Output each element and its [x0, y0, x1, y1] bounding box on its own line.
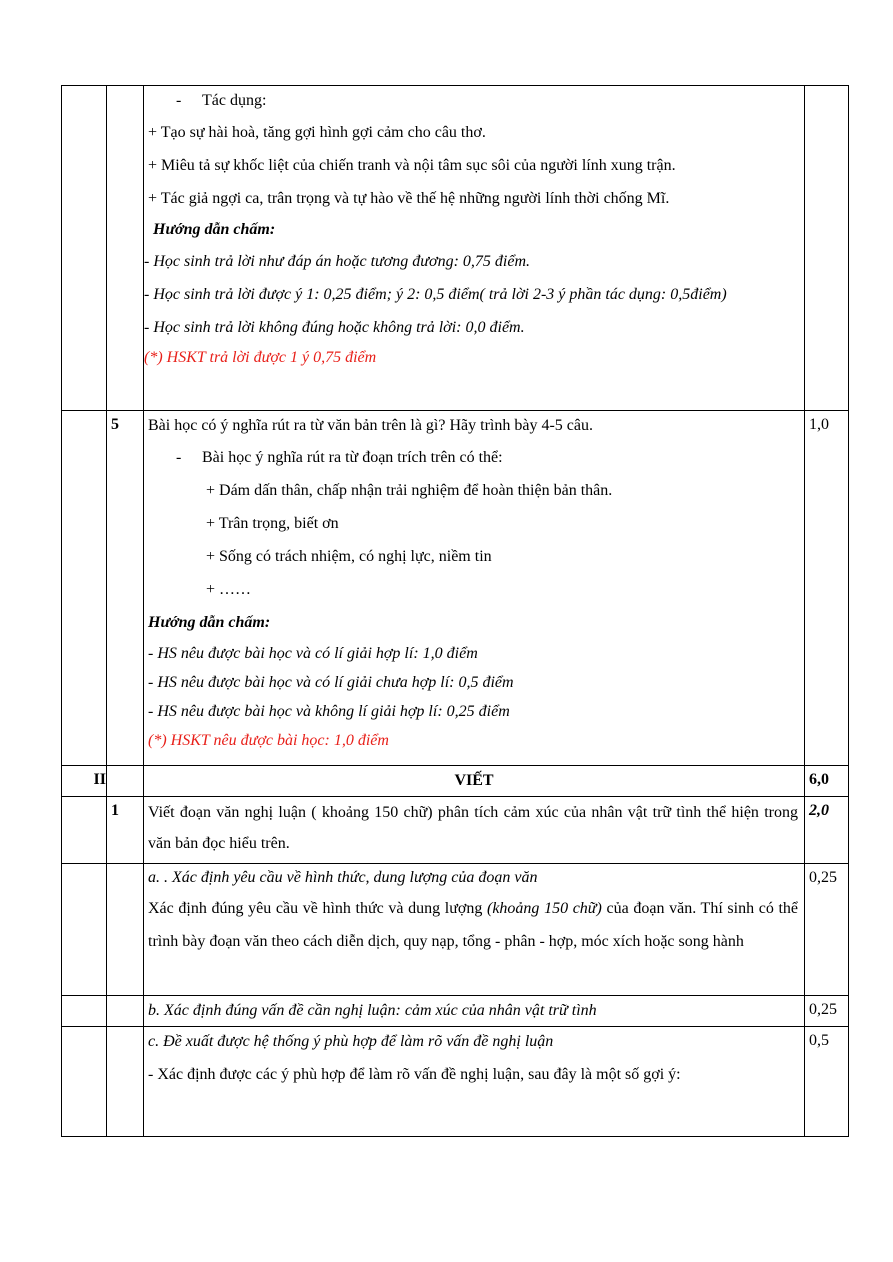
section-cell — [62, 797, 107, 864]
criterion-text: Xác định đúng yêu cầu về hình thức và dung lượng (khoảng 150 chữ) của đoạn văn. Thí sinh có thể trình bày đoạn văn theo cách diễn dịch, quy nạp, tổng - phân - hợp, móc xích hoặc song hành — [148, 900, 799, 950]
section-cell — [62, 1027, 107, 1137]
question-number-cell — [107, 766, 144, 797]
grading-guide-title: Hướng dẫn chấm: — [148, 614, 271, 631]
question-number-cell — [107, 996, 144, 1027]
criterion-text: - Xác định được các ý phù hợp để làm rõ vấn đề nghị luận, sau đây là một số gợi ý: — [148, 1066, 681, 1083]
score: 1,0 — [805, 411, 849, 766]
question-text: Bài học có ý nghĩa rút ra từ văn bản trên là gì? Hãy trình bày 4-5 câu. — [148, 417, 593, 434]
answer-key-table — [61, 85, 849, 1137]
criterion-title: c. Đề xuất được hệ thống ý phù hợp để làm rõ vấn đề nghị luận — [148, 1033, 554, 1050]
score: 2,0 — [805, 797, 849, 864]
grading-guide-item: - HS nêu được bài học và có lí giải hợp lí: 1,0 điểm — [148, 645, 478, 662]
content-cell — [144, 797, 805, 864]
lesson-intro: - Bài học ý nghĩa rút ra từ đoạn trích trên có thể: — [176, 449, 503, 466]
effect-point: + Miêu tả sự khốc liệt của chiến tranh và nội tâm sục sôi của người lính xung trận. — [148, 157, 676, 174]
section-cell — [62, 86, 107, 411]
hskt-note: (*) HSKT trả lời được 1 ý 0,75 điểm — [144, 349, 377, 366]
grading-guide-item: - HS nêu được bài học và không lí giải hợp lí: 0,25 điểm — [148, 703, 510, 720]
content-cell — [144, 1027, 805, 1137]
lesson-point: + Trân trọng, biết ơn — [206, 515, 339, 532]
content-cell — [144, 86, 805, 411]
content-cell — [144, 411, 805, 766]
question-text: Viết đoạn văn nghị luận ( khoảng 150 chữ) phân tích cảm xúc của nhân vật trữ tình thể hiện trong văn bản đọc hiểu trên. — [148, 804, 798, 852]
table-row — [62, 86, 849, 411]
grading-guide-item: - Học sinh trả lời như đáp án hoặc tương đương: 0,75 điểm. — [144, 253, 530, 270]
table-row — [62, 1027, 849, 1137]
grading-guide-item: - Học sinh trả lời không đúng hoặc không trả lời: 0,0 điểm. — [144, 319, 525, 336]
table-row — [62, 864, 849, 996]
section-number: II — [62, 766, 107, 797]
score: 6,0 — [805, 766, 849, 797]
question-number-cell — [107, 864, 144, 996]
criterion-title: a. . Xác định yêu cầu về hình thức, dung lượng của đoạn văn — [148, 869, 538, 886]
grading-guide-item: - HS nêu được bài học và có lí giải chưa hợp lí: 0,5 điểm — [148, 674, 514, 691]
lesson-point: + Dám dấn thân, chấp nhận trải nghiệm để hoàn thiện bản thân. — [206, 482, 613, 499]
effect-point: + Tạo sự hài hoà, tăng gợi hình gợi cảm cho câu thơ. — [148, 124, 486, 141]
table-row — [62, 996, 849, 1027]
criterion-title: b. Xác định đúng vấn đề cần nghị luận: cảm xúc của nhân vật trữ tình — [148, 1002, 597, 1019]
effect-heading: - Tác dụng: — [176, 92, 267, 109]
question-number: 5 — [107, 411, 144, 766]
grading-guide-title: Hướng dẫn chấm: — [153, 221, 276, 238]
section-cell — [62, 411, 107, 766]
content-cell — [144, 996, 805, 1027]
table-row — [62, 411, 849, 766]
score: 0,25 — [805, 864, 849, 996]
score: 0,5 — [805, 1027, 849, 1137]
section-cell — [62, 864, 107, 996]
grading-guide-item: - Học sinh trả lời được ý 1: 0,25 điểm; ý 2: 0,5 điểm( trả lời 2-3 ý phần tác dụng: 0,5điểm) — [144, 286, 727, 303]
question-number-cell — [107, 1027, 144, 1137]
content-cell — [144, 864, 805, 996]
score: 0,25 — [805, 996, 849, 1027]
lesson-point: + …… — [206, 581, 252, 598]
effect-point: + Tác giả ngợi ca, trân trọng và tự hào về thế hệ những người lính thời chống Mĩ. — [148, 190, 670, 207]
table-row — [62, 797, 849, 864]
section-cell — [62, 996, 107, 1027]
question-number-cell — [107, 86, 144, 411]
lesson-point: + Sống có trách nhiệm, có nghị lực, niềm tin — [206, 548, 492, 565]
score-cell — [805, 86, 849, 411]
hskt-note: (*) HSKT nêu được bài học: 1,0 điểm — [148, 732, 389, 749]
question-number: 1 — [107, 797, 144, 864]
section-title: VIẾT — [144, 766, 805, 797]
table-row — [62, 766, 849, 797]
